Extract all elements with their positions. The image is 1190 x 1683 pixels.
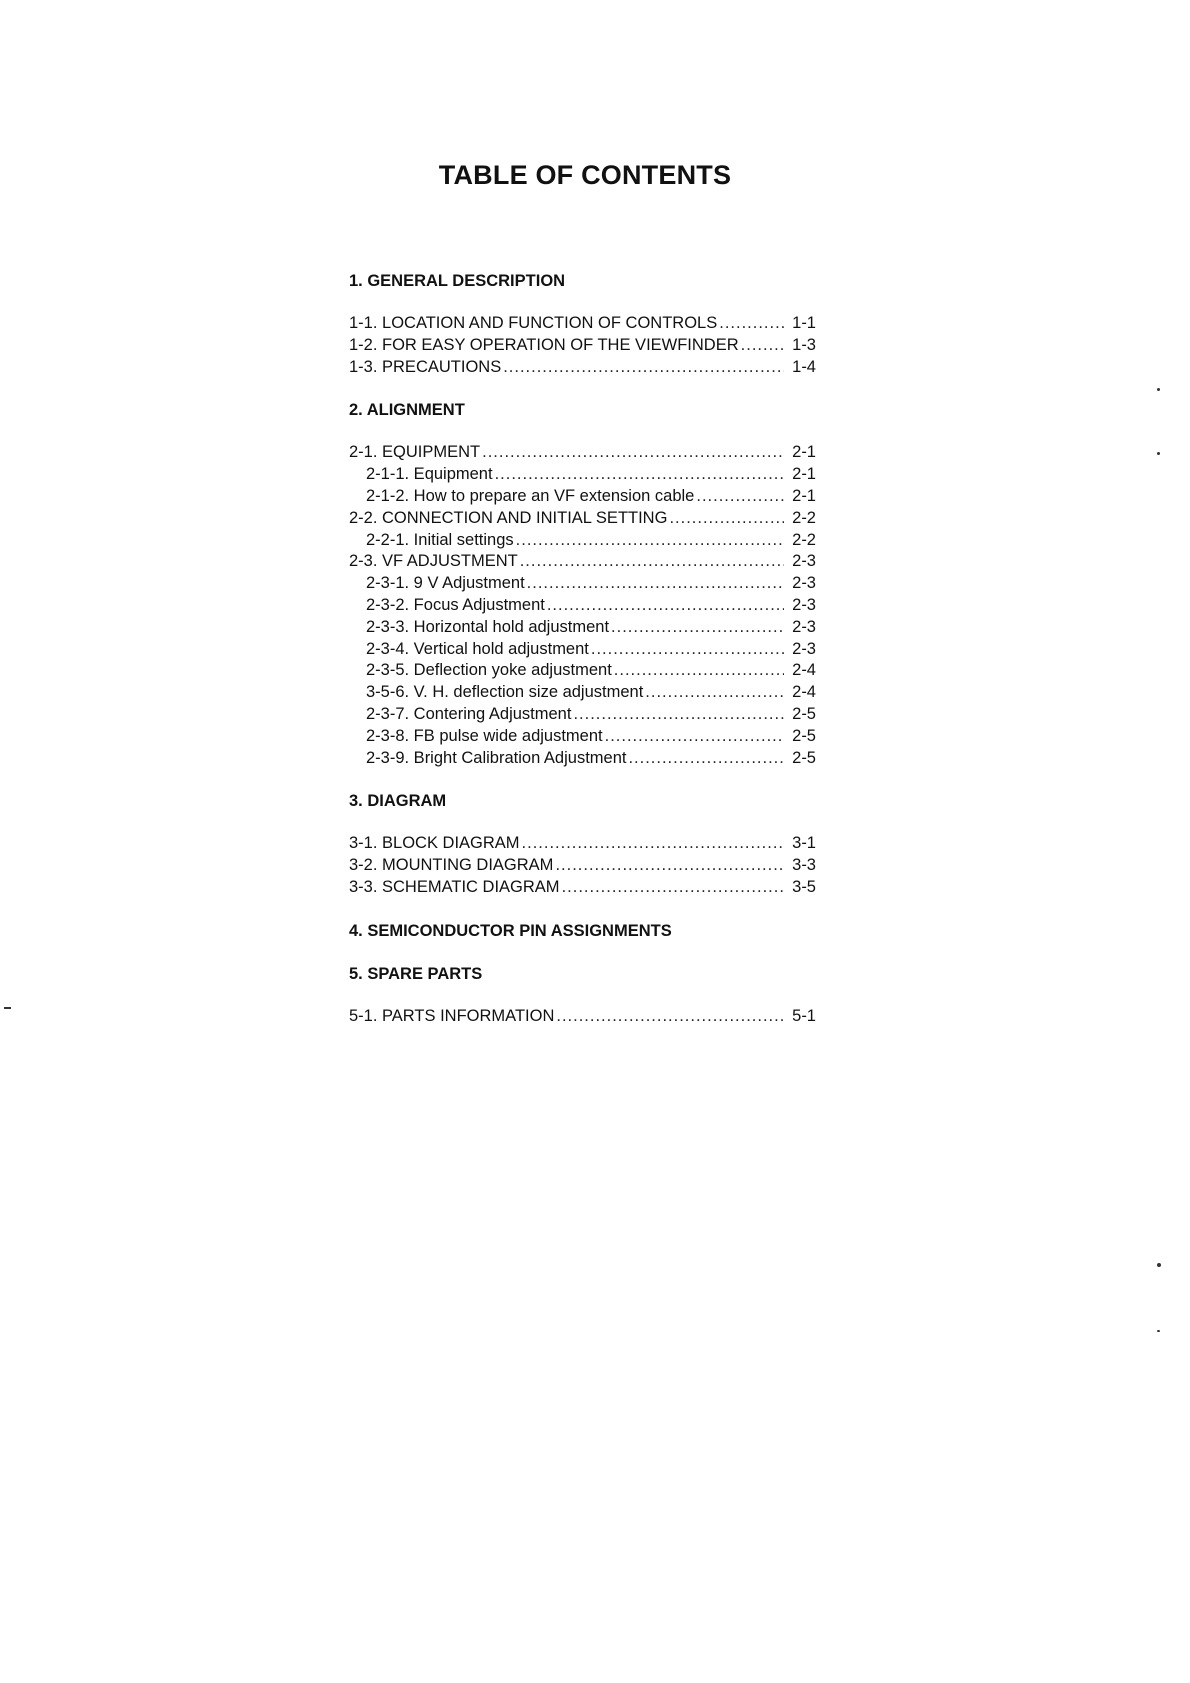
dot-leader — [741, 335, 784, 357]
scan-speck — [1157, 1330, 1160, 1332]
dot-leader — [605, 726, 784, 748]
toc-section — [349, 920, 816, 942]
scan-speck — [1157, 388, 1160, 391]
toc-entry — [349, 573, 816, 595]
dot-leader — [555, 855, 784, 877]
entry-page-number: 2-3 — [792, 574, 816, 593]
toc-entry — [349, 335, 816, 357]
dot-leader — [562, 877, 784, 899]
entry-label: 2-2. CONNECTION AND INITIAL SETTING — [349, 508, 668, 527]
entry-page-number: 2-1 — [792, 465, 816, 484]
entry-label: 3-1. BLOCK DIAGRAM — [349, 834, 520, 853]
entry-page-number: 2-5 — [792, 726, 816, 745]
entry-label: 2-3-7. Contering Adjustment — [366, 704, 572, 723]
dot-leader — [719, 313, 784, 335]
entry-page-number: 2-1 — [792, 443, 816, 462]
dot-leader — [556, 1006, 784, 1028]
dot-leader — [696, 486, 784, 508]
dot-leader — [645, 682, 784, 704]
dot-leader — [591, 639, 784, 661]
entry-page-number: 3-3 — [792, 856, 816, 875]
dot-leader — [482, 442, 784, 464]
dot-leader — [527, 573, 784, 595]
entry-page-number: 1-1 — [792, 314, 816, 332]
entry-label: 3-2. MOUNTING DIAGRAM — [349, 856, 554, 875]
page-title: TABLE OF CONTENTS — [438, 160, 732, 190]
entry-label: 3-5-6. V. H. deflection size adjustment — [366, 683, 644, 702]
scan-speck — [1157, 1263, 1161, 1267]
dot-leader — [573, 704, 784, 726]
entry-page-number: 2-4 — [792, 661, 816, 680]
entry-label: 2-3-9. Bright Calibration Adjustment — [366, 748, 627, 767]
entry-label: 1-2. FOR EASY OPERATION OF THE VIEWFINDER — [349, 335, 739, 354]
entry-label: 2-3-8. FB pulse wide adjustment — [366, 726, 603, 745]
toc-entry — [349, 660, 816, 682]
toc-entry — [349, 486, 816, 508]
entry-page-number: 2-5 — [792, 748, 816, 767]
entry-page-number: 1-3 — [792, 335, 816, 354]
toc-entry — [349, 748, 816, 770]
entry-label: 1-3. PRECAUTIONS — [349, 357, 502, 376]
toc-entry — [349, 1006, 816, 1028]
entry-page-number: 2-3 — [792, 617, 816, 636]
dot-leader — [520, 551, 784, 573]
toc-section — [349, 963, 816, 1028]
dot-leader — [516, 530, 784, 552]
entry-page-number: 2-4 — [792, 683, 816, 702]
toc-entry — [349, 551, 816, 573]
entry-page-number: 2-5 — [792, 704, 816, 723]
entry-label: 2-1-1. Equipment — [366, 465, 493, 484]
toc-entry — [349, 595, 816, 617]
toc-section — [349, 790, 816, 898]
entry-page-number: 2-3 — [792, 639, 816, 658]
toc-entry — [349, 726, 816, 748]
toc-section — [349, 399, 816, 769]
toc-entry — [349, 682, 816, 704]
entry-label: 5-1. PARTS INFORMATION — [349, 1006, 555, 1025]
section-heading: 3. DIAGRAM — [349, 792, 447, 811]
toc-entry — [349, 877, 816, 899]
entry-label: 2-3-3. Horizontal hold adjustment — [366, 617, 610, 636]
entry-page-number: 5-1 — [792, 1006, 816, 1025]
toc-entry — [349, 464, 816, 486]
toc-entry — [349, 639, 816, 661]
entry-page-number: 2-1 — [792, 486, 816, 505]
entry-label: 3-3. SCHEMATIC DIAGRAM — [349, 877, 560, 896]
section-heading: 4. SEMICONDUCTOR PIN ASSIGNMENTS — [349, 921, 672, 940]
toc-entry — [349, 508, 816, 530]
toc-entry — [349, 313, 816, 335]
entry-label: 2-3-5. Deflection yoke adjustment — [366, 661, 612, 680]
dot-leader — [611, 617, 784, 639]
scan-mark — [4, 1007, 11, 1009]
toc-entry — [349, 530, 816, 552]
entry-page-number: 2-3 — [792, 595, 816, 614]
dot-leader — [628, 748, 784, 770]
dot-leader — [669, 508, 784, 530]
scan-speck — [1157, 452, 1160, 455]
entry-label: 1-1. LOCATION AND FUNCTION OF CONTROLS — [349, 314, 718, 332]
entry-label: 2-2-1. Initial settings — [366, 530, 514, 549]
toc-entry — [349, 855, 816, 877]
entry-label: 2-3-1. 9 V Adjustment — [366, 574, 525, 593]
entry-page-number: 2-3 — [792, 552, 816, 571]
entry-label: 2-1-2. How to prepare an VF extension cable — [366, 486, 695, 505]
section-heading: 2. ALIGNMENT — [349, 401, 465, 420]
entry-page-number: 1-4 — [792, 357, 816, 376]
table-of-contents — [349, 270, 816, 1049]
dot-leader — [614, 660, 784, 682]
section-heading: 1. GENERAL DESCRIPTION — [349, 272, 566, 290]
dot-leader — [503, 357, 784, 379]
toc-entry — [349, 704, 816, 726]
entry-label: 2-1. EQUIPMENT — [349, 443, 481, 462]
toc-entry — [349, 357, 816, 379]
entry-label: 2-3-2. Focus Adjustment — [366, 595, 545, 614]
entry-label: 2-3-4. Vertical hold adjustment — [366, 639, 589, 658]
toc-entry — [349, 833, 816, 855]
section-heading: 5. SPARE PARTS — [349, 964, 483, 983]
dot-leader — [522, 833, 784, 855]
entry-page-number: 3-1 — [792, 834, 816, 853]
entry-label: 2-3. VF ADJUSTMENT — [349, 552, 518, 571]
toc-section — [349, 270, 816, 378]
entry-page-number: 3-5 — [792, 877, 816, 896]
entry-page-number: 2-2 — [792, 530, 816, 549]
entry-page-number: 2-2 — [792, 508, 816, 527]
dot-leader — [547, 595, 784, 617]
toc-entry — [349, 617, 816, 639]
toc-entry — [349, 442, 816, 464]
dot-leader — [495, 464, 784, 486]
